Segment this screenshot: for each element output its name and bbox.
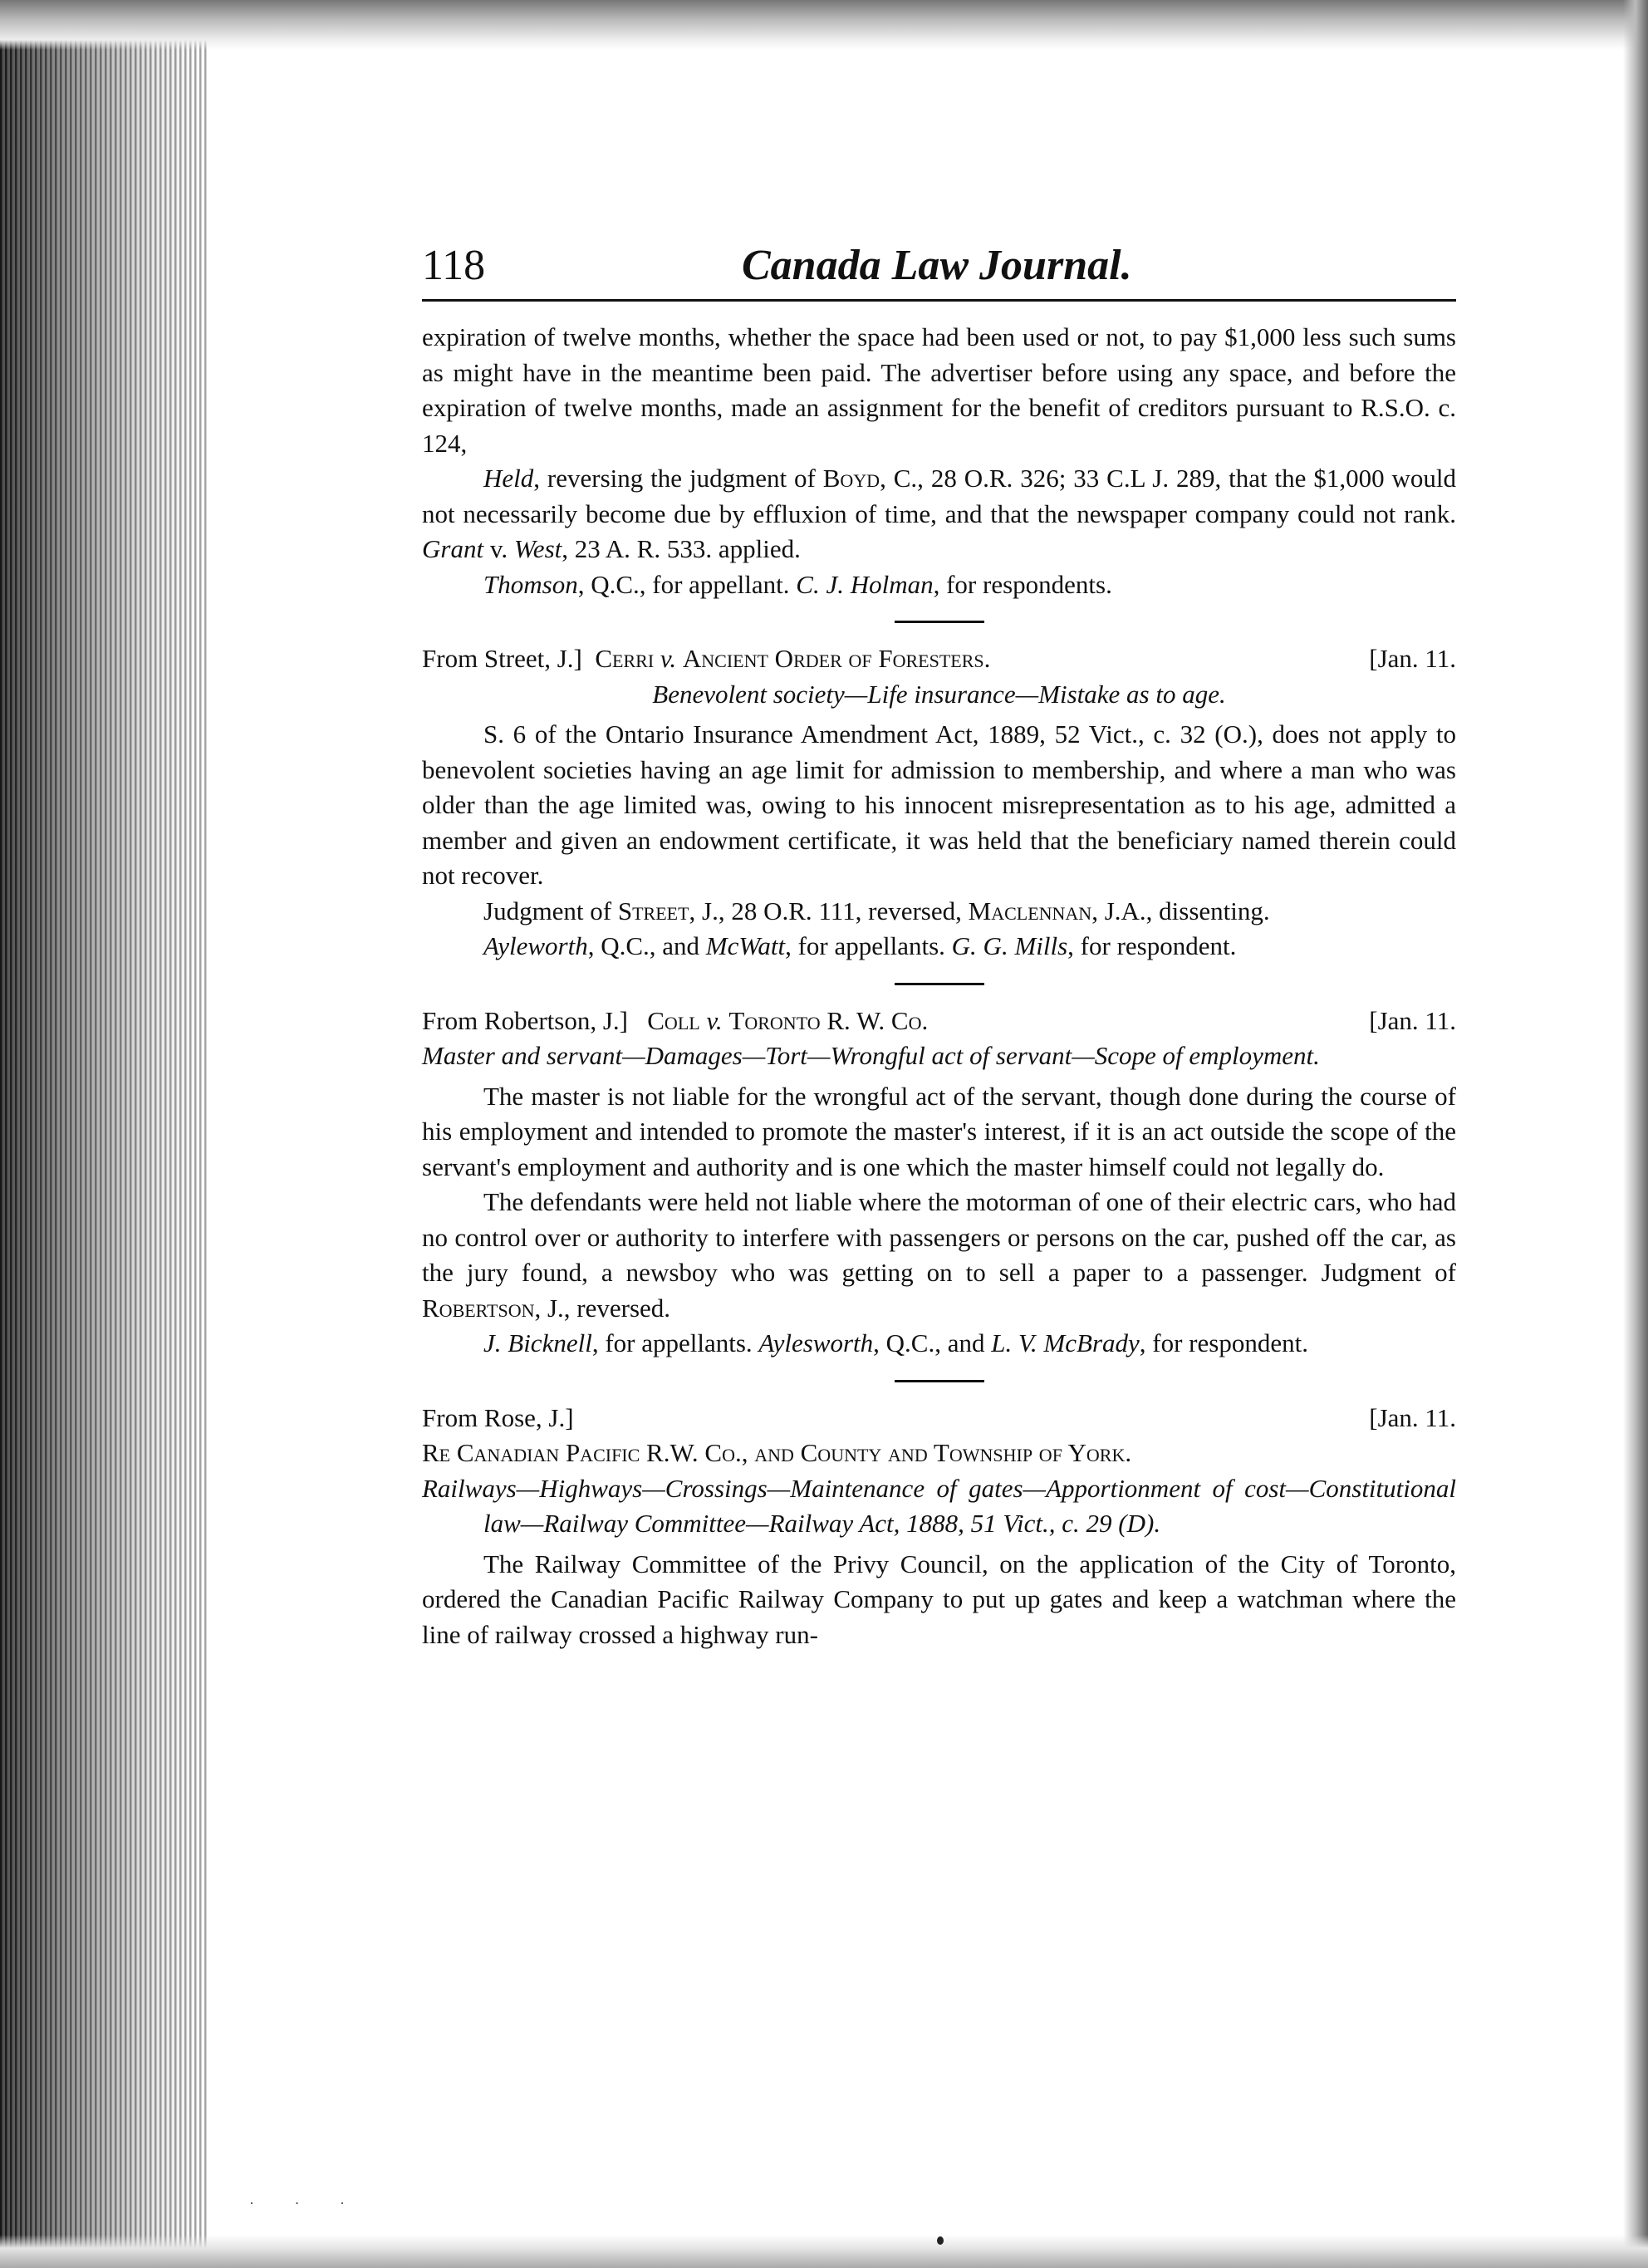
scan-specks: · · · bbox=[249, 2195, 363, 2212]
case-party: Grant bbox=[422, 534, 484, 563]
continued-paragraph: expiration of twelve months, whether the space had been used or not, to pay $1,000 less such sums as might have in the meantime been paid. The advertiser before using any space, and before the expiration of twelve months, made an assignment for the benefit of creditors pursuant to R.S.O. c. 124, bbox=[422, 322, 1456, 458]
court-from: From Street, J.] bbox=[422, 644, 582, 673]
case-paragraph: The defendants were held not liable where the motorman of one of their electric cars, who had no control over or authority to interfere with passengers or persons on the car, pushed off the car, as the jury found, a newsboy who was getting on to sell a paper to a passenger. Judgment of Robertson, J., reversed. bbox=[422, 1187, 1456, 1323]
scan-shadow-top bbox=[0, 0, 1648, 50]
scan-shadow-left bbox=[0, 0, 208, 2268]
case-title: Re Canadian Pacific R.W. Co., and County and Township of York. bbox=[422, 1438, 1132, 1467]
journal-title: Canada Law Journal. bbox=[742, 242, 1132, 289]
case-heading bbox=[422, 1401, 1456, 1436]
judge-name: Boyd bbox=[822, 464, 880, 493]
held-paragraph: Held, reversing the judgment of Boyd, C., 28 O.R. 326; 33 C.L J. 289, that the $1,000 would not necessarily become due by effluxion of time, and that the newspaper company could not rank. Grant v. West, 23 A. R. 533. applied. bbox=[422, 464, 1456, 563]
case-subhead: Benevolent society—Life insurance—Mistake as to age. bbox=[652, 679, 1226, 709]
case-date: [Jan. 11. bbox=[1369, 644, 1456, 673]
court-from: From Rose, J.] bbox=[422, 1402, 574, 1432]
journal-page bbox=[422, 241, 1456, 1652]
case-paragraph: S. 6 of the Ontario Insurance Amendment Act, 1889, 52 Vict., c. 32 (O.), does not apply to benevolent societies having an age limit for admission to membership, and where a man who was older than the age limited was, owing to his innocent misrepresentation as to his age, admitted a member and given an endowment certificate, it was held that the beneficiary named therein could not recover. bbox=[422, 719, 1456, 890]
case-date: [Jan. 11. bbox=[1369, 1005, 1456, 1035]
case-subhead: Master and servant—Damages—Tort—Wrongful act of servant—Scope of employment. bbox=[422, 1041, 1320, 1070]
case-paragraph: The Railway Committee of the Privy Council, on the application of the City of Toronto, ordered the Canadian Pacific Railway Company to put up gates and keep a watchman where the line of railway crossed a highway run- bbox=[422, 1549, 1456, 1649]
scan-shadow-bottom bbox=[0, 2235, 1648, 2268]
counsel-line: Ayleworth, Q.C., and McWatt, for appellants. G. G. Mills, for respondent. bbox=[483, 931, 1237, 960]
case-party: West bbox=[513, 534, 562, 563]
case-date: [Jan. 11. bbox=[1369, 1402, 1456, 1432]
court-from: From Robertson, J.] bbox=[422, 1005, 628, 1035]
case-subhead: Railways—Highways—Crossings—Maintenance of gates—Apportionment of cost—Constitutional law—Railway Committee—Railway Act, 1888, 51 Vict., c. 29 (D). bbox=[422, 1473, 1456, 1538]
section-divider bbox=[895, 621, 984, 623]
scan-speck bbox=[937, 2236, 944, 2245]
counsel-line: Thomson, Q.C., for appellant. C. J. Holman, for respondents. bbox=[483, 569, 1112, 599]
page-body bbox=[422, 320, 1456, 1652]
judgment-line: Judgment of Street, J., 28 O.R. 111, reversed, Maclennan, J.A., dissenting. bbox=[483, 896, 1270, 925]
section-divider bbox=[895, 1380, 984, 1382]
case-heading: From Robertson, J.] Coll v. Toronto R. W. Co. [Jan. 11. bbox=[422, 1004, 1456, 1039]
case-heading: From Street, J.] Cerri v. Ancient Order of Foresters. [Jan. 11. bbox=[422, 641, 1456, 677]
section-divider bbox=[895, 983, 984, 985]
page-number: 118 bbox=[422, 242, 486, 289]
held-label: Held bbox=[483, 464, 534, 493]
scan-shadow-right bbox=[1623, 0, 1648, 2268]
counsel-line: J. Bicknell, for appellants. Aylesworth, Q.C., and L. V. McBrady, for respondent. bbox=[483, 1328, 1308, 1357]
page-header bbox=[422, 241, 1456, 302]
case-paragraph: The master is not liable for the wrongful act of the servant, though done during the course of his employment and intended to promote the master's interest, if it is an act outside the scope of the servant's employment and authority and is one which the master himself could not legally do. bbox=[422, 1081, 1456, 1181]
